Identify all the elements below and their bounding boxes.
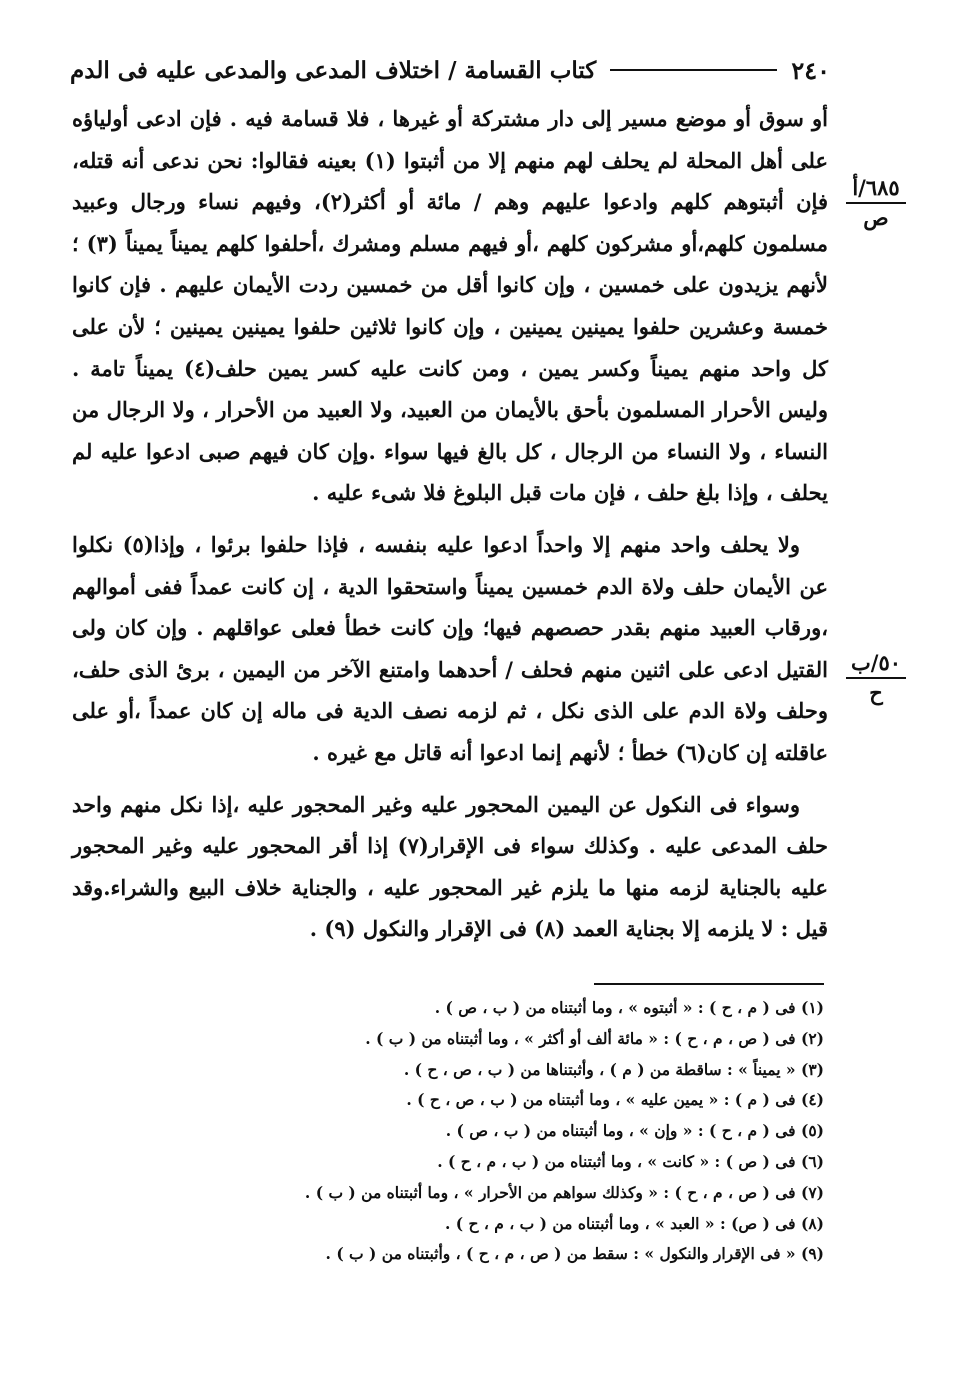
margin-folio-ref: ٦٨٥/أ [846, 176, 906, 204]
footnotes [160, 993, 824, 1270]
footnote: (٣) « يميناً » : ساقطة من ( م ) ، وأثبتناها من ( ب ، ص ، ح ) . [403, 1059, 824, 1079]
paragraph: وسواء فى النكول عن اليمين المحجور عليه وغير المحجور عليه ،إذا نكل منهم واحد حلف المدعى عليه . وكذلك سواء فى الإقرار(٧) إذا أقر المحجور عليه وغير المحجور عليه بالجناية لزمه منها ما يلزم غير المحجور عليه ، والجناية خلاف البيع والشراء.وقد قيل : لا يلزمه إلا بجناية العمد (٨) فى الإقرار والنكول (٩) . [72, 791, 828, 942]
paragraph: أو سوق أو موضع مسير إلى دار مشتركة أو غيرها ، فلا قسامة فيه . فإن ادعى أولياؤه على أهل المحلة لم يحلف لهم منهم إلا من أثبتوا (١) بعينه فقالوا: نحن ندعى أنه قتله، فإن أثبتوهم كلهم وادعوا عليهم وهم / مائة أو أكثر(٢)، وفيهم نساء ورجال وعبيد مسلمون كلهم،أو مشركون كلهم ،أو فيهم مسلم ومشرك ،أحلفوا كلهم يميناً يميناً (٣) ؛ لأنهم يزيدون على خمسين ، وإن كانوا أقل من خمسين ردت الأيمان عليهم . فإن كانوا خمسة وعشرين حلفوا يمينين يمينين ، وإن كانوا ثلاثين حلفوا يمينين يمينين ؛ لأن على كل واحد منهم يميناً وكسر يمين ، ومن كانت عليه كسر يمين حلف(٤) يميناً تامة . وليس الأحرار المسلمون بأحق بالأيمان من العبيد، ولا العبيد من الأحرار ، ولا الرجال من النساء ، ولا النساء من الرجال ، كل بالغ فيها سواء .وإن كان فيهم صبى ادعوا عليه لم يحلف ، وإذا بلغ حلف ، فإن مات قبل البلوغ فلا شىء عليه . [72, 106, 828, 506]
footnote: (٩) « فى الإقرار والنكول » : سقط من ( ص ، م ، ح ) ، وأثبتناه من ( ب ) . [325, 1244, 824, 1264]
footnote-separator [594, 983, 824, 985]
footnote: (٨) فى ( ص) : « العبد » ، وما أثبتناه من ( ب ، م ، ح ) . [444, 1213, 824, 1233]
footnote: (٧) فى ( ص ، م ، ح ) : « وكذلك سواهم من الأحرار » ، وما أثبتناه من ( ب ) . [304, 1182, 824, 1202]
footnote: (٥) فى ( م ، ح ) : « وإن » ، وما أثبتناه من ( ب ، ص ) . [445, 1121, 824, 1141]
margin-folio-ref: ٥٠/ب [846, 651, 906, 679]
margin-manuscript-siglum: ح [869, 680, 883, 705]
paragraph: ولا يحلف واحد منهم إلا واحداً ادعوا عليه بنفسه ، فإذا حلفوا برئوا ، وإذا(٥) نكلوا عن الأيمان حلف ولاة الدم خمسين يميناً واستحقوا الدية ، إن كانت عمداً ففى أموالهم ،ورقاب العبيد منهم بقدر حصصهم فيها؛ وإن كانت خطأ فعلى عواقلهم . وإن كان ولى القتيل ادعى على اثنين منهم فحلف / أحدهما وامتنع الآخر من اليمين ، برئ الذى حلف، وحلف ولاة الدم على الذى نكل ، ثم لزمه نصف الدية فى ماله إن كان عمداً ،أو على عاقلته إن كان(٦) خطأ ؛ لأنهم إنما ادعوا أنه قاتل مع غيره . [72, 531, 828, 765]
footnote: (١) فى ( م ، ح ) : « أثبتوه » ، وما أثبتناه من ( ب ، ص ) . [434, 998, 824, 1017]
footnote: (٤) فى ( م ) : « يمين عليه » ، وما أثبتناه من ( ب ، ص ، ح ) . [406, 1090, 824, 1110]
chapter-title: كتاب القسامة / اختلاف المدعى والمدعى عليه فى الدم [70, 56, 597, 84]
footnote: (٢) فى ( ص ، م ، ح ) : « مائة ألف أو أكثر » ، وما أثبتناه من ( ب ) . [365, 1028, 824, 1048]
main-text [72, 98, 828, 950]
margin-note-folio-2 [846, 651, 906, 705]
header-rule [610, 69, 777, 71]
margin-manuscript-siglum: ص [863, 205, 889, 230]
running-header [70, 50, 830, 90]
footnote: (٦) فى ( ص ) : « كانت » ، وما أثبتناه من ( ب ، م ، ح ) . [437, 1151, 824, 1171]
page-number: ٢٤٠ [791, 55, 830, 85]
margin-note-folio-1 [846, 176, 906, 230]
